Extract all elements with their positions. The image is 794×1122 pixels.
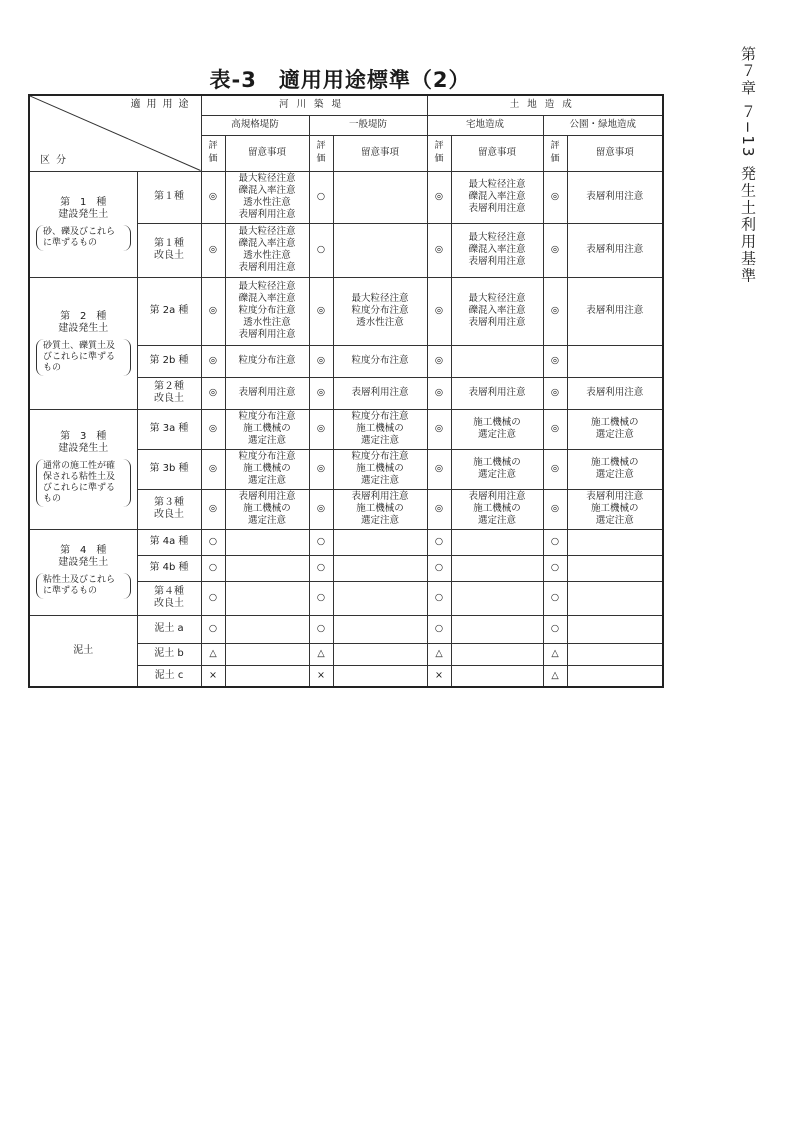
note-cell bbox=[333, 555, 427, 581]
group-header-land-development: 土地造成 bbox=[427, 95, 663, 115]
evaluation-symbol: ○ bbox=[309, 615, 333, 643]
evaluation-symbol: ○ bbox=[309, 223, 333, 277]
subcategory-cell: 第４種 改良土 bbox=[137, 581, 201, 615]
evaluation-symbol: ◎ bbox=[309, 409, 333, 449]
eval-header: 評価 bbox=[309, 135, 333, 171]
evaluation-symbol: ◎ bbox=[309, 277, 333, 345]
category-cell bbox=[29, 277, 137, 409]
evaluation-symbol: ◎ bbox=[309, 345, 333, 377]
evaluation-symbol: ◎ bbox=[427, 409, 451, 449]
note-cell: 施工機械の 選定注意 bbox=[451, 409, 543, 449]
evaluation-symbol: ◎ bbox=[543, 449, 567, 489]
note-cell bbox=[225, 665, 309, 687]
evaluation-symbol: △ bbox=[427, 643, 451, 665]
evaluation-symbol: ◎ bbox=[201, 409, 225, 449]
table-row bbox=[29, 615, 663, 643]
note-header: 留意事項 bbox=[333, 135, 427, 171]
evaluation-symbol: × bbox=[201, 665, 225, 687]
evaluation-symbol: ◎ bbox=[543, 409, 567, 449]
subgroup-header-park-green: 公園・緑地造成 bbox=[543, 115, 663, 135]
evaluation-symbol: ○ bbox=[427, 529, 451, 555]
note-cell bbox=[451, 345, 543, 377]
evaluation-symbol: ◎ bbox=[309, 377, 333, 409]
evaluation-symbol: ◎ bbox=[427, 489, 451, 529]
category-description: 粘性土及びこれらに準ずるもの bbox=[36, 573, 131, 599]
note-cell: 表層利用注意 bbox=[567, 277, 663, 345]
subgroup-header-high-standard-levee: 高規格堤防 bbox=[201, 115, 309, 135]
category-description: 砂、礫及びこれらに準ずるもの bbox=[36, 225, 131, 251]
header-diagonal-cell bbox=[29, 95, 201, 171]
note-cell bbox=[225, 529, 309, 555]
evaluation-symbol: ○ bbox=[309, 529, 333, 555]
note-cell: 表層利用注意 bbox=[567, 171, 663, 223]
chapter-side-header: 第７章 ７−13 発生土利用基準 bbox=[739, 46, 757, 285]
evaluation-symbol: ◎ bbox=[543, 277, 567, 345]
evaluation-symbol: △ bbox=[543, 643, 567, 665]
evaluation-symbol: ○ bbox=[427, 581, 451, 615]
note-cell: 最大粒径注意 礫混入率注意 粒度分布注意 透水性注意 表層利用注意 bbox=[225, 277, 309, 345]
evaluation-symbol: ○ bbox=[309, 171, 333, 223]
evaluation-symbol: ○ bbox=[427, 555, 451, 581]
category-description: 通常の施工性が確保される粘性土及びこれらに準ずるもの bbox=[36, 459, 131, 507]
subcategory-cell: 泥土 c bbox=[137, 665, 201, 687]
evaluation-symbol: ◎ bbox=[201, 345, 225, 377]
category-cell bbox=[29, 529, 137, 615]
evaluation-symbol: ○ bbox=[543, 615, 567, 643]
category-title: 第 2 種 建設発生土 bbox=[58, 310, 109, 334]
category-title: 泥土 bbox=[73, 644, 94, 656]
eval-header: 評価 bbox=[543, 135, 567, 171]
note-cell: 最大粒径注意 礫混入率注意 表層利用注意 bbox=[451, 277, 543, 345]
note-cell bbox=[567, 345, 663, 377]
note-cell: 最大粒径注意 礫混入率注意 表層利用注意 bbox=[451, 171, 543, 223]
subcategory-cell: 第 2b 種 bbox=[137, 345, 201, 377]
note-cell: 表層利用注意 bbox=[333, 377, 427, 409]
evaluation-symbol: ◎ bbox=[427, 171, 451, 223]
note-cell: 最大粒径注意 礫混入率注意 透水性注意 表層利用注意 bbox=[225, 171, 309, 223]
note-cell bbox=[567, 643, 663, 665]
note-cell bbox=[567, 529, 663, 555]
subcategory-cell: 第１種 改良土 bbox=[137, 223, 201, 277]
note-cell bbox=[225, 615, 309, 643]
eval-header: 評価 bbox=[427, 135, 451, 171]
note-cell: 表層利用注意 bbox=[567, 223, 663, 277]
page-title: 表-3 適用用途標準（2） bbox=[209, 68, 471, 92]
evaluation-symbol: ◎ bbox=[427, 345, 451, 377]
subcategory-cell: 第１種 bbox=[137, 171, 201, 223]
evaluation-symbol: ◎ bbox=[427, 377, 451, 409]
note-cell bbox=[567, 555, 663, 581]
evaluation-symbol: ◎ bbox=[201, 449, 225, 489]
note-cell bbox=[333, 665, 427, 687]
evaluation-symbol: ◎ bbox=[309, 449, 333, 489]
note-cell: 最大粒径注意 粒度分布注意 透水性注意 bbox=[333, 277, 427, 345]
note-cell: 粒度分布注意 施工機械の 選定注意 bbox=[225, 449, 309, 489]
note-cell: 表層利用注意 施工機械の 選定注意 bbox=[333, 489, 427, 529]
evaluation-symbol: ◎ bbox=[427, 449, 451, 489]
category-cell bbox=[29, 615, 137, 687]
subcategory-cell: 第 4a 種 bbox=[137, 529, 201, 555]
subgroup-header-general-levee: 一般堤防 bbox=[309, 115, 427, 135]
evaluation-symbol: ◎ bbox=[201, 223, 225, 277]
table-row bbox=[29, 409, 663, 449]
evaluation-symbol: ○ bbox=[201, 581, 225, 615]
evaluation-symbol: ◎ bbox=[543, 377, 567, 409]
evaluation-symbol: △ bbox=[201, 643, 225, 665]
note-cell bbox=[451, 665, 543, 687]
note-cell bbox=[451, 643, 543, 665]
subcategory-cell: 第２種 改良土 bbox=[137, 377, 201, 409]
evaluation-symbol: ○ bbox=[309, 581, 333, 615]
note-cell: 最大粒径注意 礫混入率注意 表層利用注意 bbox=[451, 223, 543, 277]
note-cell bbox=[567, 615, 663, 643]
evaluation-symbol: ◎ bbox=[201, 277, 225, 345]
group-header-river-embankment: 河川築堤 bbox=[201, 95, 427, 115]
note-cell bbox=[451, 581, 543, 615]
note-cell: 粒度分布注意 施工機械の 選定注意 bbox=[225, 409, 309, 449]
table-row bbox=[29, 529, 663, 555]
evaluation-symbol: ◎ bbox=[543, 171, 567, 223]
note-cell: 施工機械の 選定注意 bbox=[451, 449, 543, 489]
note-header: 留意事項 bbox=[567, 135, 663, 171]
note-cell bbox=[333, 581, 427, 615]
category-title: 第 4 種 建設発生土 bbox=[58, 545, 109, 568]
evaluation-symbol: ◎ bbox=[427, 277, 451, 345]
evaluation-symbol: △ bbox=[543, 665, 567, 687]
note-cell: 表層利用注意 bbox=[451, 377, 543, 409]
category-title: 第 1 種 建設発生土 bbox=[58, 197, 109, 220]
evaluation-symbol: ○ bbox=[201, 555, 225, 581]
note-cell bbox=[451, 529, 543, 555]
note-cell bbox=[333, 171, 427, 223]
note-header: 留意事項 bbox=[225, 135, 309, 171]
subcategory-cell: 泥土 a bbox=[137, 615, 201, 643]
note-cell: 粒度分布注意 bbox=[333, 345, 427, 377]
evaluation-symbol: ◎ bbox=[427, 223, 451, 277]
note-cell: 粒度分布注意 bbox=[225, 345, 309, 377]
note-cell bbox=[567, 581, 663, 615]
table-row bbox=[29, 277, 663, 345]
note-cell: 表層利用注意 施工機械の 選定注意 bbox=[451, 489, 543, 529]
evaluation-symbol: ◎ bbox=[201, 377, 225, 409]
evaluation-symbol: ○ bbox=[543, 581, 567, 615]
evaluation-symbol: △ bbox=[309, 643, 333, 665]
subcategory-cell: 第 2a 種 bbox=[137, 277, 201, 345]
subcategory-cell: 第 3b 種 bbox=[137, 449, 201, 489]
note-cell: 最大粒径注意 礫混入率注意 透水性注意 表層利用注意 bbox=[225, 223, 309, 277]
subcategory-cell: 第 4b 種 bbox=[137, 555, 201, 581]
note-cell: 粒度分布注意 施工機械の 選定注意 bbox=[333, 409, 427, 449]
category-title: 第 3 種 建設発生土 bbox=[58, 431, 109, 454]
evaluation-symbol: ◎ bbox=[543, 223, 567, 277]
note-cell bbox=[225, 643, 309, 665]
note-cell: 施工機械の 選定注意 bbox=[567, 409, 663, 449]
note-header: 留意事項 bbox=[451, 135, 543, 171]
evaluation-symbol: × bbox=[427, 665, 451, 687]
category-cell bbox=[29, 171, 137, 277]
note-cell bbox=[333, 529, 427, 555]
note-cell: 表層利用注意 bbox=[567, 377, 663, 409]
eval-header: 評価 bbox=[201, 135, 225, 171]
subcategory-cell: 泥土 b bbox=[137, 643, 201, 665]
note-cell bbox=[225, 581, 309, 615]
note-cell bbox=[567, 665, 663, 687]
note-cell bbox=[333, 615, 427, 643]
evaluation-symbol: ○ bbox=[543, 555, 567, 581]
evaluation-symbol: × bbox=[309, 665, 333, 687]
subcategory-cell: 第３種 改良土 bbox=[137, 489, 201, 529]
evaluation-symbol: ◎ bbox=[201, 489, 225, 529]
category-description: 砂質土、礫質土及びこれらに準ずるもの bbox=[36, 339, 131, 376]
category-cell bbox=[29, 409, 137, 529]
note-cell bbox=[333, 223, 427, 277]
note-cell bbox=[451, 555, 543, 581]
evaluation-symbol: ○ bbox=[309, 555, 333, 581]
application-label: 適用用途 bbox=[130, 99, 195, 110]
evaluation-symbol: ○ bbox=[201, 615, 225, 643]
evaluation-symbol: ◎ bbox=[543, 489, 567, 529]
note-cell bbox=[225, 555, 309, 581]
evaluation-symbol: ○ bbox=[543, 529, 567, 555]
note-cell: 表層利用注意 施工機械の 選定注意 bbox=[567, 489, 663, 529]
evaluation-symbol: ◎ bbox=[309, 489, 333, 529]
evaluation-symbol: ◎ bbox=[201, 171, 225, 223]
note-cell: 表層利用注意 bbox=[225, 377, 309, 409]
subcategory-cell: 第 3a 種 bbox=[137, 409, 201, 449]
note-cell: 粒度分布注意 施工機械の 選定注意 bbox=[333, 449, 427, 489]
application-standard-table bbox=[28, 94, 664, 688]
note-cell: 表層利用注意 施工機械の 選定注意 bbox=[225, 489, 309, 529]
note-cell bbox=[333, 643, 427, 665]
note-cell bbox=[451, 615, 543, 643]
note-cell: 施工機械の 選定注意 bbox=[567, 449, 663, 489]
evaluation-symbol: ○ bbox=[427, 615, 451, 643]
evaluation-symbol: ○ bbox=[201, 529, 225, 555]
evaluation-symbol: ◎ bbox=[543, 345, 567, 377]
classification-label: 区分 bbox=[40, 154, 72, 166]
table-row bbox=[29, 171, 663, 223]
subgroup-header-residential: 宅地造成 bbox=[427, 115, 543, 135]
